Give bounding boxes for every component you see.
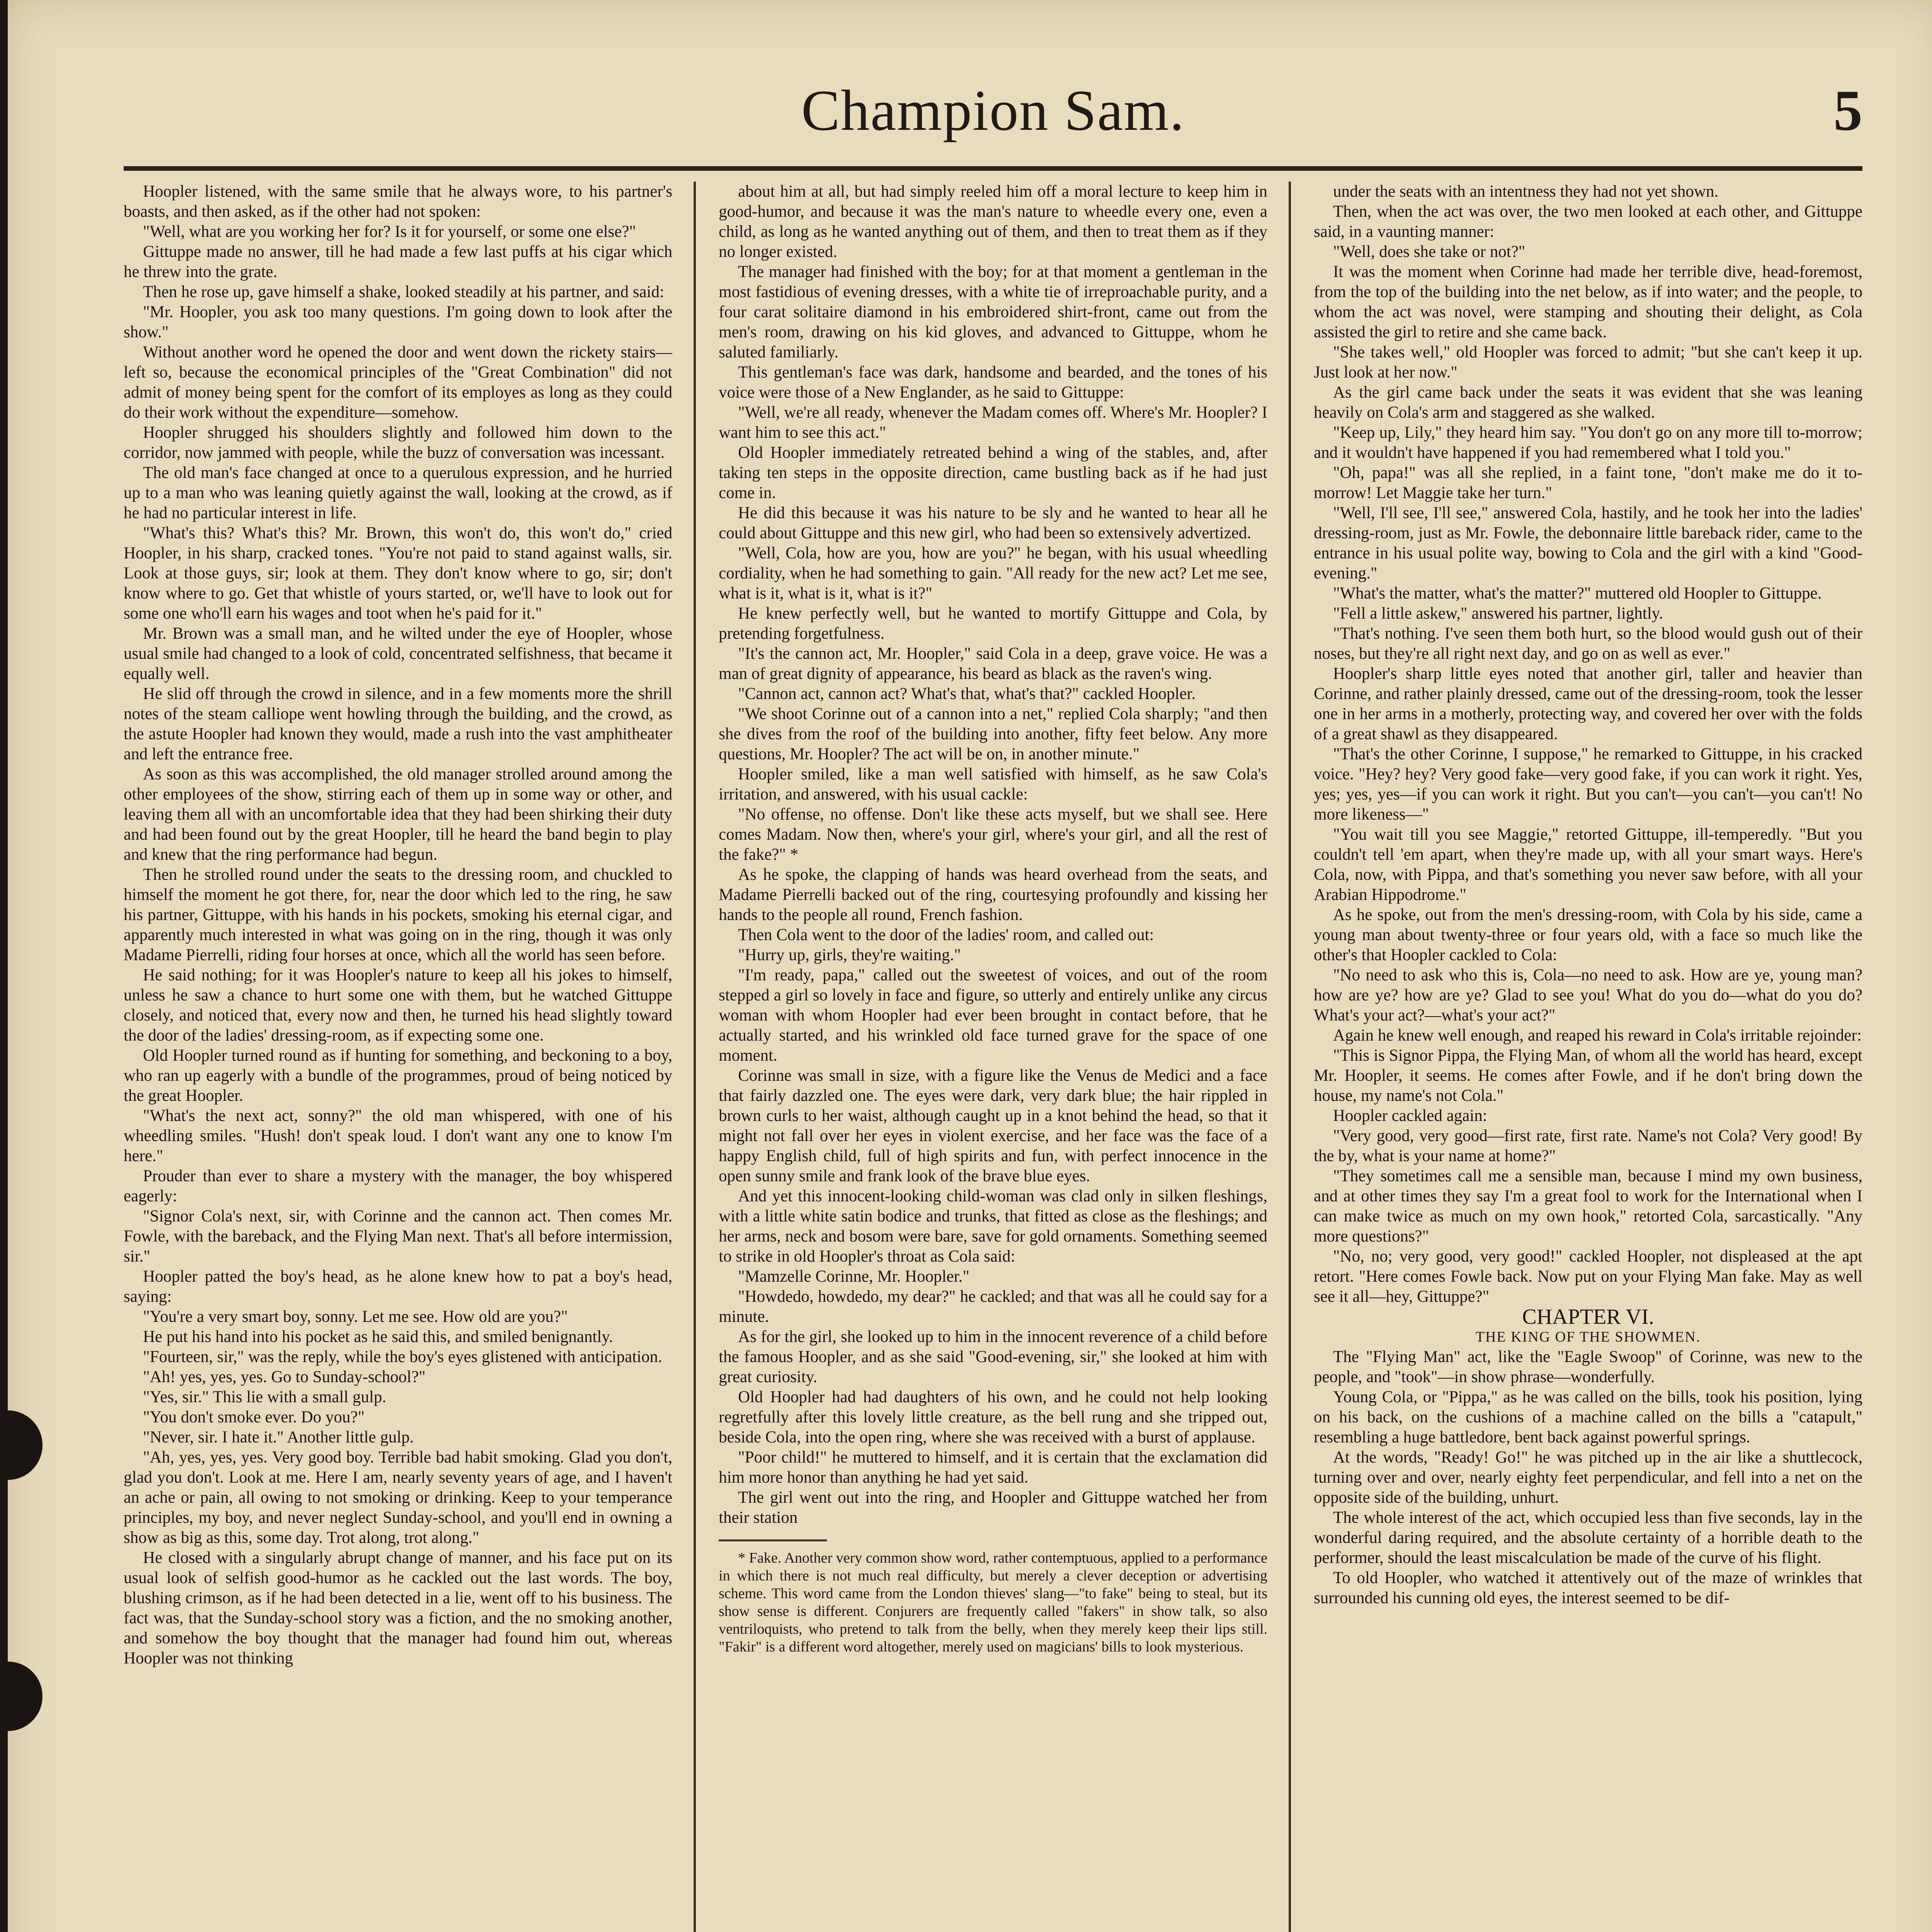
- paragraph: Then Cola went to the door of the ladies' room, and called out:: [738, 926, 1154, 944]
- paragraph: "Fourteen, sir," was the reply, while the boy's eyes glistened with anticipation.: [143, 1348, 662, 1366]
- paragraph: The whole interest of the act, which occupied less than five seconds, lay in the wonderful daring required, and the absolute certainty of a horrible death to the performer, should the least miscalculation be made of the curve of his flight.: [1314, 1509, 1862, 1567]
- column-1: [124, 182, 672, 1932]
- paragraph: At the words, "Ready! Go!" he was pitched up in the air like a shuttlecock, turning over and over, nearly eighty feet perpendicular, and fell into a net on the opposite side of the building, unhurt.: [1314, 1448, 1862, 1507]
- paragraph: "Well, I'll see, I'll see," answered Cola, hastily, and he took her into the ladies' dressing-room, just as Mr. Fowle, the debonnaire little bareback rider, came to the entrance in his usual polite way, bowing to Cola and the girl with a kind "Good-evening.": [1314, 504, 1862, 582]
- paragraph: "You don't smoke ever. Do you?": [143, 1408, 365, 1426]
- chapter-subheading: THE KING OF THE SHOWMEN.: [1475, 1329, 1701, 1345]
- chapter-heading: CHAPTER VI.: [1522, 1305, 1654, 1329]
- footnote: * Fake. Another very common show word, rather contemptuous, applied to a performance in which there is not much real difficulty, but merely a clever deception or advertising scheme. This word came from the London thieves' slang—"to fake" being to steal, but its show sense is different. Conjurers are frequently called "fakers" in show talk, so also ventriloquists, who pretend to talk from the belly, when they merely keep their lips still. "Fakir" is a different word altogether, merely used on magicians' bills to look mysterious.: [719, 1550, 1267, 1655]
- paragraph: Hoopler's sharp little eyes noted that another girl, taller and heavier than Corinne, and rather plainly dressed, came out of the dressing-room, took the lesser one in her arms in a motherly, protecting way, and covered her over with the folds of a great shawl as they disappeared.: [1314, 665, 1862, 743]
- page-number: 5: [1833, 78, 1862, 143]
- paragraph: Again he knew well enough, and reaped his reward in Cola's irritable rejoinder:: [1333, 1026, 1862, 1044]
- paragraph: This gentleman's face was dark, handsome and bearded, and the tones of his voice were those of a New Englander, as he said to Gittuppe:: [719, 363, 1267, 401]
- paragraph: As for the girl, she looked up to him in the innocent reverence of a child before the famous Hoopler, and as she said "Good-evening, sir," she looked at him with great curiosity.: [719, 1328, 1267, 1386]
- page-header: [124, 70, 1862, 170]
- column-2: [719, 182, 1267, 1932]
- paragraph: He knew perfectly well, but he wanted to mortify Gittuppe and Cola, by pretending forgetfulness.: [719, 604, 1267, 643]
- paragraph: "Well, Cola, how are you, how are you?" he began, with his usual wheedling cordiality, when he had something to gain. "All ready for the new act? Let me see, what is it, what is it, what is it?": [719, 544, 1267, 602]
- paragraph: "We shoot Corinne out of a cannon into a net," replied Cola sharply; "and then she dives from the roof of the building into another, fifty feet below. Any more questions, Mr. Hoopler? The act will be on, in another minute.": [719, 705, 1267, 763]
- paragraph: "I'm ready, papa," called out the sweetest of voices, and out of the room stepped a girl so lovely in face and figure, so utterly and entirely unlike any circus woman with whom Hoopler had ever been brought in contact before, that he actually started, and his wrinkled old face turned grave for the space of one moment.: [719, 966, 1267, 1065]
- binding-hole: [8, 1410, 43, 1480]
- paragraph: "Mamzelle Corinne, Mr. Hoopler.": [738, 1267, 969, 1286]
- paragraph: "Hurry up, girls, they're waiting.": [738, 946, 961, 964]
- column-rule: [694, 182, 696, 1932]
- paragraph: Then he rose up, gave himself a shake, looked steadily at his partner, and said:: [143, 283, 664, 301]
- paragraph: Hoopler listened, with the same smile that he always wore, to his partner's boasts, and then asked, as if the other had not spoken:: [124, 182, 672, 221]
- paragraph: "You wait till you see Maggie," retorted Gittuppe, ill-temperedly. "But you couldn't tell 'em apart, when they're made up, with all your smart ways. Here's Cola, now, with Pippa, and that's something you never saw before, with all your Arabian Hippodrome.": [1314, 825, 1862, 904]
- paragraph: The "Flying Man" act, like the "Eagle Swoop" of Corinne, was new to the people, and "took"—in show phrase—wonderfully.: [1314, 1348, 1862, 1386]
- paragraph: "Poor child!" he muttered to himself, and it is certain that the exclamation did him more honor than anything he had yet said.: [719, 1448, 1267, 1486]
- paragraph: "That's nothing. I've seen them both hurt, so the blood would gush out of their noses, but they're all right next day, and go on as well as ever.": [1314, 624, 1862, 663]
- running-title: Champion Sam.: [801, 78, 1185, 143]
- paragraph: "Never, sir. I hate it." Another little gulp.: [143, 1428, 414, 1446]
- text-columns: [124, 182, 1862, 1932]
- paragraph: "Oh, papa!" was all she replied, in a faint tone, "don't make me do it to-morrow! Let Maggie take her turn.": [1314, 464, 1862, 502]
- paragraph: Young Cola, or "Pippa," as he was called on the bills, took his position, lying on his back, on the cushions of a machine called on the bills a "catapult," resembling a huge battledore, bent back against powerful springs.: [1314, 1388, 1862, 1446]
- paragraph: He closed with a singularly abrupt change of manner, and his face put on its usual look of selfish good-humor as he cackled out the last words. The boy, blushing crimson, as if he had been detected in a lie, went off to his business. The fact was, that the Sunday-school story was a fiction, and the no smoking another, and somehow the boy thought that the manager had found him out, whereas Hoopler was not thinking: [124, 1549, 672, 1667]
- paragraph: Then, when the act was over, the two men looked at each other, and Gittuppe said, in a vaunting manner:: [1314, 202, 1862, 241]
- paragraph: "No offense, no offense. Don't like these acts myself, but we shall see. Here comes Madam. Now then, where's your girl, where's your girl, and all the rest of the fake?" *: [719, 805, 1267, 864]
- paragraph: Mr. Brown was a small man, and he wilted under the eye of Hoopler, whose usual smile had changed to a look of cold, concentrated selfishness, that became it equally well.: [124, 624, 672, 683]
- paragraph: Hoopler cackled again:: [1333, 1107, 1487, 1125]
- paragraph: He did this because it was his nature to be sly and he wanted to hear all he could about Gittuppe and this new girl, who had been so extensively advertized.: [719, 504, 1267, 542]
- paragraph: Hoopler shrugged his shoulders slightly and followed him down to the corridor, now jammed with people, while the buzz of conversation was incessant.: [124, 423, 672, 462]
- paragraph: "No, no; very good, very good!" cackled Hoopler, not displeased at the apt retort. "Here comes Fowle back. Now put on your Flying Man fake. May as well see it all—hey, Gittuppe?": [1314, 1247, 1862, 1306]
- paragraph: Corinne was small in size, with a figure like the Venus de Medici and a face that fairly dazzled one. The eyes were dark, very dark blue; the hair rippled in brown curls to her waist, although caught up in a knot behind the head, so that it might not fall over her eyes in violent exercise, and her face was the face of a happy English child, full of high spirits and fun, with perfect innocence in the open sunny smile and frank look of the brave blue eyes.: [719, 1066, 1267, 1185]
- paragraph: "What's the next act, sonny?" the old man whispered, with one of his wheedling smiles. "Hush! don't speak loud. I don't want any one to know I'm here.": [124, 1107, 672, 1165]
- paragraph: Hoopler patted the boy's head, as he alone knew how to pat a boy's head, saying:: [124, 1267, 672, 1306]
- paragraph: Old Hoopler had had daughters of his own, and he could not help looking regretfully after this lovely little creature, as the bell rung and she tripped out, beside Cola, into the open ring, where she was received with a burst of applause.: [719, 1388, 1267, 1446]
- paragraph: Without another word he opened the door and went down the rickety stairs—left so, because the economical principles of the "Great Combination" did not admit of money being spent for the comfort of its employes as long as they could do their work without the expenditure—somehow.: [124, 343, 672, 422]
- paragraph: "Keep up, Lily," they heard him say. "You don't go on any more till to-morrow; and it wouldn't have happened if you had remembered what I told you.": [1314, 423, 1862, 462]
- paragraph: about him at all, but had simply reeled him off a moral lecture to keep him in good-humor, and because it was the man's nature to wheedle every one, even a child, as long as he wanted anything out of them, and then to treat them as if they no longer existed.: [719, 182, 1267, 261]
- paragraph: "No need to ask who this is, Cola—no need to ask. How are ye, young man? how are ye? how are ye? Glad to see you! What do you do—what do you do? What's your act?—what's your act?": [1314, 966, 1862, 1024]
- paragraph: As he spoke, out from the men's dressing-room, with Cola by his side, came a young man about twenty-three or four years old, with a face so much like the other's that Hoopler cackled to Cola:: [1314, 906, 1862, 964]
- paragraph: He said nothing; for it was Hoopler's nature to keep all his jokes to himself, unless he saw a chance to hurt some one with them, but he watched Gittuppe closely, and noticed that, every now and then, he turned his head slightly toward the door of the ladies' dressing-room, as if expecting some one.: [124, 966, 672, 1044]
- paragraph: The girl went out into the ring, and Hoopler and Gittuppe watched her from their station: [719, 1488, 1267, 1527]
- paragraph: "Mr. Hoopler, you ask too many questions. I'm going down to look after the show.": [124, 303, 672, 341]
- paragraph: Old Hoopler turned round as if hunting for something, and beckoning to a boy, who ran up eagerly with a bundle of the programmes, proud of being noticed by the great Hoopler.: [124, 1046, 672, 1105]
- paragraph: Old Hoopler immediately retreated behind a wing of the stables, and, after taking ten steps in the opposite direction, came bustling back as if he had just come in.: [719, 444, 1267, 502]
- paragraph: "Yes, sir." This lie with a small gulp.: [143, 1388, 386, 1406]
- paragraph: Hoopler smiled, like a man well satisfied with himself, as he saw Cola's irritation, and answered, with his usual cackle:: [719, 765, 1267, 803]
- paragraph: "She takes well," old Hoopler was forced to admit; "but she can't keep it up. Just look at her now.": [1314, 343, 1862, 381]
- paragraph: Prouder than ever to share a mystery with the manager, the boy whispered eagerly:: [124, 1167, 672, 1205]
- paragraph: Then he strolled round under the seats to the dressing room, and chuckled to himself the moment he got there, for, near the door which led to the ring, he saw his partner, Gittuppe, with his hands in his pockets, smoking his eternal cigar, and apparently much interested in what was going on in the ring, though it was only Madame Pierrelli, riding four horses at once, which all the world has seen before.: [124, 866, 672, 964]
- document-page: [8, 0, 1932, 1932]
- paragraph: "Ah! yes, yes, yes. Go to Sunday-school?": [143, 1368, 426, 1386]
- paragraph: To old Hoopler, who watched it attentively out of the maze of wrinkles that surrounded his cunning old eyes, the interest seemed to be dif-: [1314, 1569, 1862, 1607]
- paragraph: "What's the matter, what's the matter?" muttered old Hoopler to Gittuppe.: [1333, 584, 1822, 602]
- binding-hole: [8, 1662, 43, 1731]
- paragraph: "This is Signor Pippa, the Flying Man, of whom all the world has heard, except Mr. Hoopler, it seems. He comes after Fowle, and if he don't bring down the house, my name's not Cola.": [1314, 1046, 1862, 1105]
- paragraph: "Cannon act, cannon act? What's that, what's that?" cackled Hoopler.: [738, 685, 1196, 703]
- column-3: [1314, 182, 1862, 1932]
- paragraph: "Howdedo, howdedo, my dear?" he cackled; and that was all he could say for a minute.: [719, 1287, 1267, 1326]
- paragraph: "Well, we're all ready, whenever the Madam comes off. Where's Mr. Hoopler? I want him to see this act.": [719, 403, 1267, 442]
- paragraph: "That's the other Corinne, I suppose," he remarked to Gittuppe, in his cracked voice. "Hey? hey? Very good fake—very good fake, if you can work it right. Yes, yes; yes, yes—if you can work it right. But you can't—you can't—you can't! No more likeness—": [1314, 745, 1862, 823]
- header-rule: [124, 166, 1862, 171]
- paragraph: "Well, does she take or not?": [1333, 243, 1526, 261]
- paragraph: "Fell a little askew," answered his partner, lightly.: [1333, 604, 1663, 622]
- paragraph: It was the moment when Corinne had made her terrible dive, head-foremost, from the top of the building into the net below, as if into water; and the people, to whom the act was novel, were stamping and shouting their delight, as Cola assisted the girl to retire and she came back.: [1314, 263, 1862, 341]
- paragraph: Gittuppe made no answer, till he had made a few last puffs at his cigar which he threw into the grate.: [124, 243, 672, 281]
- paragraph: "Very good, very good—first rate, first rate. Name's not Cola? Very good! By the by, what is your name at home?": [1314, 1127, 1862, 1165]
- paragraph: He slid off through the crowd in silence, and in a few moments more the shrill notes of the steam calliope went howling through the building, and the crowd, as the astute Hoopler had known they would, made a rush into the vast amphitheater and left the entrance free.: [124, 685, 672, 763]
- column-rule: [1289, 182, 1291, 1932]
- paragraph: He put his hand into his pocket as he said this, and smiled benignantly.: [143, 1328, 613, 1346]
- paragraph: As soon as this was accomplished, the old manager strolled around among the other employees of the show, stirring each of them up in some way or other, and leaving them all with an uncomfortable idea that they had been shirking their duty and had been found out by the great Hoopler, till he heard the band begin to play and knew that the ring performance had begun.: [124, 765, 672, 864]
- paragraph: "It's the cannon act, Mr. Hoopler," said Cola in a deep, grave voice. He was a man of great dignity of appearance, his beard as black as the raven's wing.: [719, 645, 1267, 683]
- paragraph: "Signor Cola's next, sir, with Corinne and the cannon act. Then comes Mr. Fowle, with the bareback, and the Flying Man next. That's all before intermission, sir.": [124, 1207, 672, 1265]
- footnote-rule: [719, 1539, 827, 1541]
- paragraph: under the seats with an intentness they had not yet shown.: [1333, 182, 1719, 201]
- paragraph: And yet this innocent-looking child-woman was clad only in silken fleshings, with a little white satin bodice and trunks, that fitted as close as the fleshings; and her arms, neck and bosom were bare, save for gold ornaments. Something seemed to strike in old Hoopler's throat as Cola said:: [719, 1187, 1267, 1265]
- paragraph: As the girl came back under the seats it was evident that she was leaning heavily on Cola's arm and staggered as she walked.: [1314, 383, 1862, 422]
- paragraph: The old man's face changed at once to a querulous expression, and he hurried up to a man who was leaning quietly against the wall, looking at the crowd, as if he had no particular interest in life.: [124, 464, 672, 522]
- paragraph: "Well, what are you working her for? Is it for yourself, or some one else?": [143, 223, 636, 241]
- paragraph: The manager had finished with the boy; for at that moment a gentleman in the most fastidious of evening dresses, with a white tie of irreproachable purity, and a four carat solitaire diamond in his embroidered shirt-front, came out from the men's room, drawing on his kid gloves, and advanced to Gittuppe, whom he saluted familiarly.: [719, 263, 1267, 361]
- paragraph: "You're a very smart boy, sonny. Let me see. How old are you?": [143, 1308, 568, 1326]
- paragraph: "What's this? What's this? Mr. Brown, this won't do, this won't do," cried Hoopler, in his sharp, cracked tones. "You're not paid to stand against walls, sir. Look at those guys, sir; look at them. They don't know where to go, sir; don't know where to go. Get that whistle of yours started, or, we'll have to look out for some one who'll earn his wages and toot when he's paid for it.": [124, 524, 672, 622]
- paragraph: "Ah, yes, yes, yes. Very good boy. Terrible bad habit smoking. Glad you don't, glad you don't. Look at me. Here I am, nearly seventy years of age, and I haven't an ache or pain, all owing to not smoking or drinking. Keep to your temperance principles, my boy, and never neglect Sunday-school, and you'll end in owning a show as big as this, some day. Trot along, trot along.": [124, 1448, 672, 1547]
- paragraph: "They sometimes call me a sensible man, because I mind my own business, and at other times they say I'm a great fool to work for the International when I can make twice as much on my own hook," retorted Cola, sarcastically. "Any more questions?": [1314, 1167, 1862, 1245]
- paragraph: As he spoke, the clapping of hands was heard overhead from the seats, and Madame Pierrelli backed out of the ring, courtesying profoundly and kissing her hands to the people all round, French fashion.: [719, 866, 1267, 924]
